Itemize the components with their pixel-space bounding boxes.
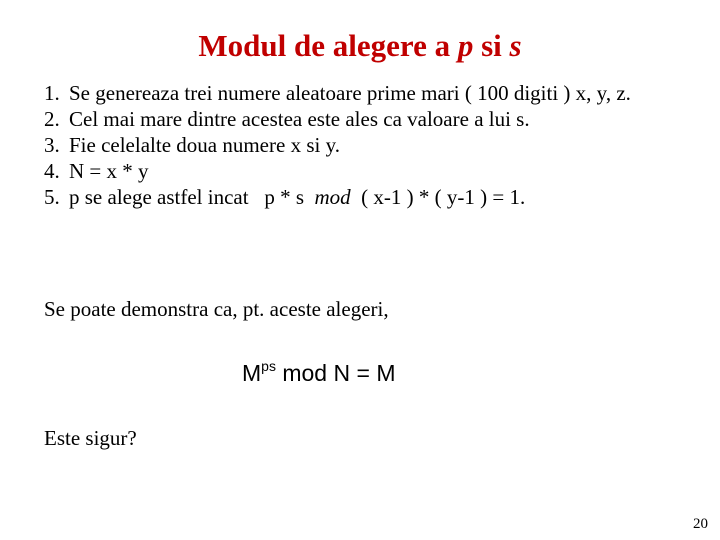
title-prefix: Modul de alegere a: [198, 28, 458, 63]
list-item-number: 5.: [44, 185, 60, 209]
list-item-number: 1.: [44, 81, 60, 105]
list-item: [44, 132, 684, 158]
mod-operator: mod: [314, 185, 351, 209]
list-item-number: 2.: [44, 107, 60, 131]
steps-list: [44, 80, 684, 210]
intro-text: Se poate demonstra ca, pt. aceste alegeri,: [44, 297, 389, 321]
list-item-text: Fie celelalte doua numere x si y.: [69, 133, 340, 157]
page-number: 20: [693, 516, 708, 532]
list-item-number: 3.: [44, 133, 60, 157]
title-middle: si: [473, 28, 510, 63]
list-item-text: N = x * y: [69, 159, 149, 183]
list-item: [44, 80, 684, 106]
list-item: [44, 158, 684, 184]
title-variable-p: p: [457, 28, 474, 63]
title-variable-s: s: [509, 28, 522, 63]
list-item: [44, 184, 684, 210]
question-text: Este sigur?: [44, 426, 137, 450]
list-item-text-before-mod: p se alege astfel incat p * s: [69, 185, 315, 209]
formula-rest: mod N = M: [275, 360, 396, 386]
formula-base: M: [242, 360, 262, 386]
list-item-text: Se genereaza trei numere aleatoare prime mari ( 100 digiti ) x, y, z.: [69, 81, 631, 105]
formula: [242, 351, 395, 388]
list-item: [44, 106, 684, 132]
slide-title: [0, 25, 720, 67]
list-item-text-after-mod: ( x-1 ) * ( y-1 ) = 1.: [350, 185, 526, 209]
list-item-text: Cel mai mare dintre acestea este ales ca valoare a lui s.: [69, 107, 530, 131]
list-item-number: 4.: [44, 159, 60, 183]
formula-exponent: ps: [261, 358, 276, 374]
